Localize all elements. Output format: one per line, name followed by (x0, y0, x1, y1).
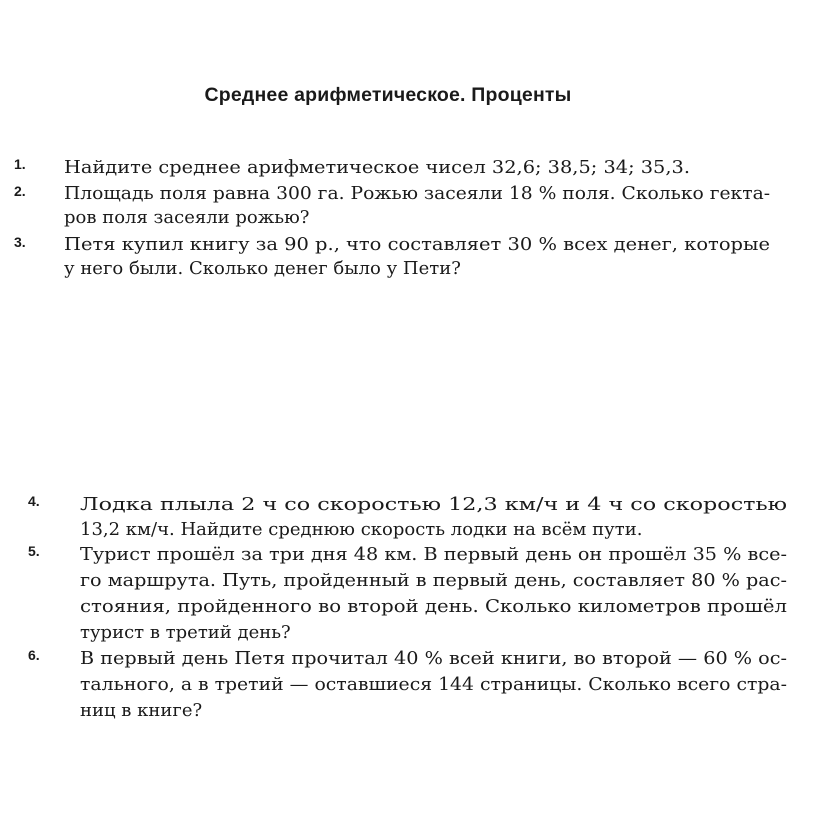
problem-text (80, 542, 788, 646)
problem-text-line: го маршрута. Путь, пройденный в первый день, составляет 80 % рас- (80, 570, 787, 591)
problem-number: 6. (28, 647, 40, 663)
page-title: Среднее арифметическое. Проценты (204, 84, 572, 106)
problem-text-line: Найдите среднее арифметическое чисел 32,6; 38,5; 34; 35,3. (64, 157, 690, 178)
problem-text (80, 492, 788, 542)
problem-text-line: 13,2 км/ч. Найдите среднюю скорость лодки на всём пути. (80, 519, 643, 540)
problem-text-line: у него были. Сколько денег было у Пети? (64, 258, 461, 279)
problem-text (64, 233, 770, 281)
problem-text (64, 182, 771, 230)
problem-text-line: ров поля засеяли рожью? (64, 207, 310, 228)
problem-number: 2. (14, 183, 26, 199)
problem-text-line: Площадь поля равна 300 га. Рожью засеяли 18 % поля. Сколько гекта- (64, 183, 771, 204)
problem-number: 1. (14, 156, 26, 172)
problem-text-line: стояния, пройденного во второй день. Сколько километров прошёл (80, 596, 788, 617)
problem-text-line: турист в третий день? (80, 622, 291, 643)
problem-text-line: ниц в книге? (80, 700, 203, 721)
problem-text-line: Турист прошёл за три дня 48 км. В первый день он прошёл 35 % все- (80, 544, 787, 565)
problem-text-line: Лодка плыла 2 ч со скоростью 12,3 км/ч и 4 ч со скоростью (80, 494, 788, 515)
problem-text (64, 155, 690, 180)
problem-text-line: В первый день Петя прочитал 40 % всей книги, во второй — 60 % ос- (80, 648, 788, 669)
problem-number: 4. (28, 493, 40, 509)
problem-number: 5. (28, 543, 40, 559)
problem-text-line: Петя купил книгу за 90 р., что составляет 30 % всех денег, которые (64, 234, 770, 255)
problem-text (80, 646, 788, 724)
problem-number: 3. (14, 234, 26, 250)
problem-text-line: тального, а в третий — оставшиеся 144 страницы. Сколько всего стра- (80, 674, 788, 695)
